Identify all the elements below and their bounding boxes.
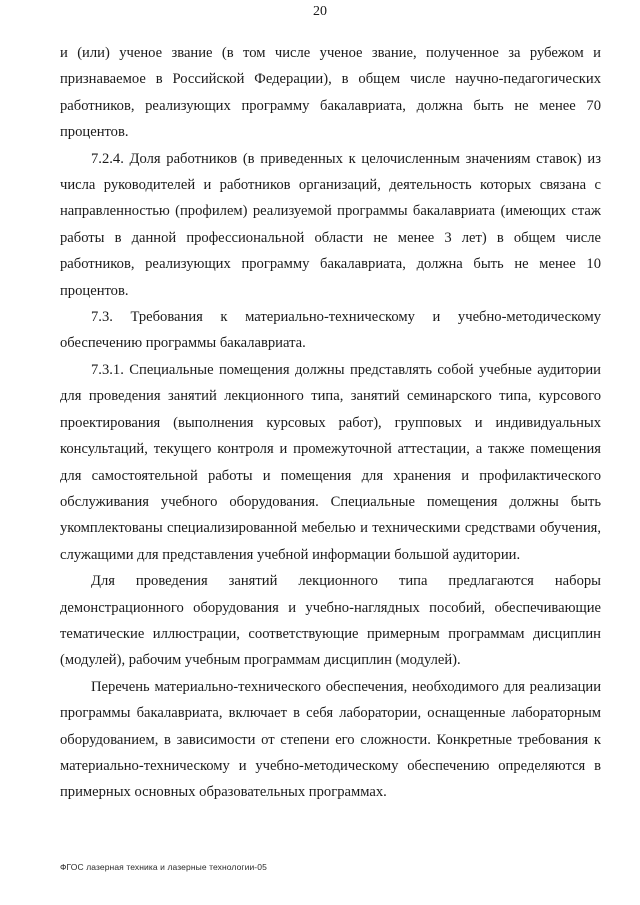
page-number: 20	[313, 4, 327, 19]
paragraph-material-list: Перечень материально-технического обеспечения, необходимого для реализации программы бакалавриата, включает в себя лаборатории, оснащенные лабораторным оборудованием, в зависимости от степени его сложности. Конкретные требования к материально-техническому и учебно-методическому обеспечению определяются в примерных основных образовательных программах.	[60, 678, 601, 801]
document-body	[60, 40, 601, 806]
paragraph-7-2-4: 7.2.4. Доля работников (в приведенных к целочисленным значениям ставок) из числа руководителей и работников организаций, деятельность которых связана с направленностью (профилем) реализуемой программы бакалавриата (имеющих стаж работы в данной профессиональной области не менее 3 лет) в общем числе работников, реализующих программу бакалавриата, должна быть не менее 10 процентов.	[60, 150, 601, 299]
paragraph-lecture-equipment: Для проведения занятий лекционного типа предлагаются наборы демонстрационного оборудования и учебно-наглядных пособий, обеспечивающие тематические иллюстрации, соответствующие примерным программам дисциплин (модулей), рабочим учебным программам дисциплин (модулей).	[60, 573, 601, 669]
paragraph-7-3-heading: 7.3. Требования к материально-техническому и учебно-методическому обеспечению программы бакалавриата.	[60, 309, 601, 352]
paragraph-continuation: и (или) ученое звание (в том числе ученое звание, полученное за рубежом и признаваемое в Российской Федерации), в общем числе научно-педагогических работников, реализующих программу бакалавриата, должна быть не менее 70 процентов.	[60, 45, 601, 141]
paragraph-7-3-1: 7.3.1. Специальные помещения должны представлять собой учебные аудитории для проведения занятий лекционного типа, занятий семинарского типа, курсового проектирования (выполнения курсовых работ), групповых и индивидуальных консультаций, текущего контроля и промежуточной аттестации, а также помещения для самостоятельной работы и помещения для хранения и профилактического обслуживания учебного оборудования. Специальные помещения должны быть укомплектованы специализированной мебелью и техническими средствами обучения, служащими для представления учебной информации большой аудитории.	[60, 361, 601, 563]
page-footer: ФГОС лазерная техника и лазерные технологии-05	[60, 862, 267, 872]
